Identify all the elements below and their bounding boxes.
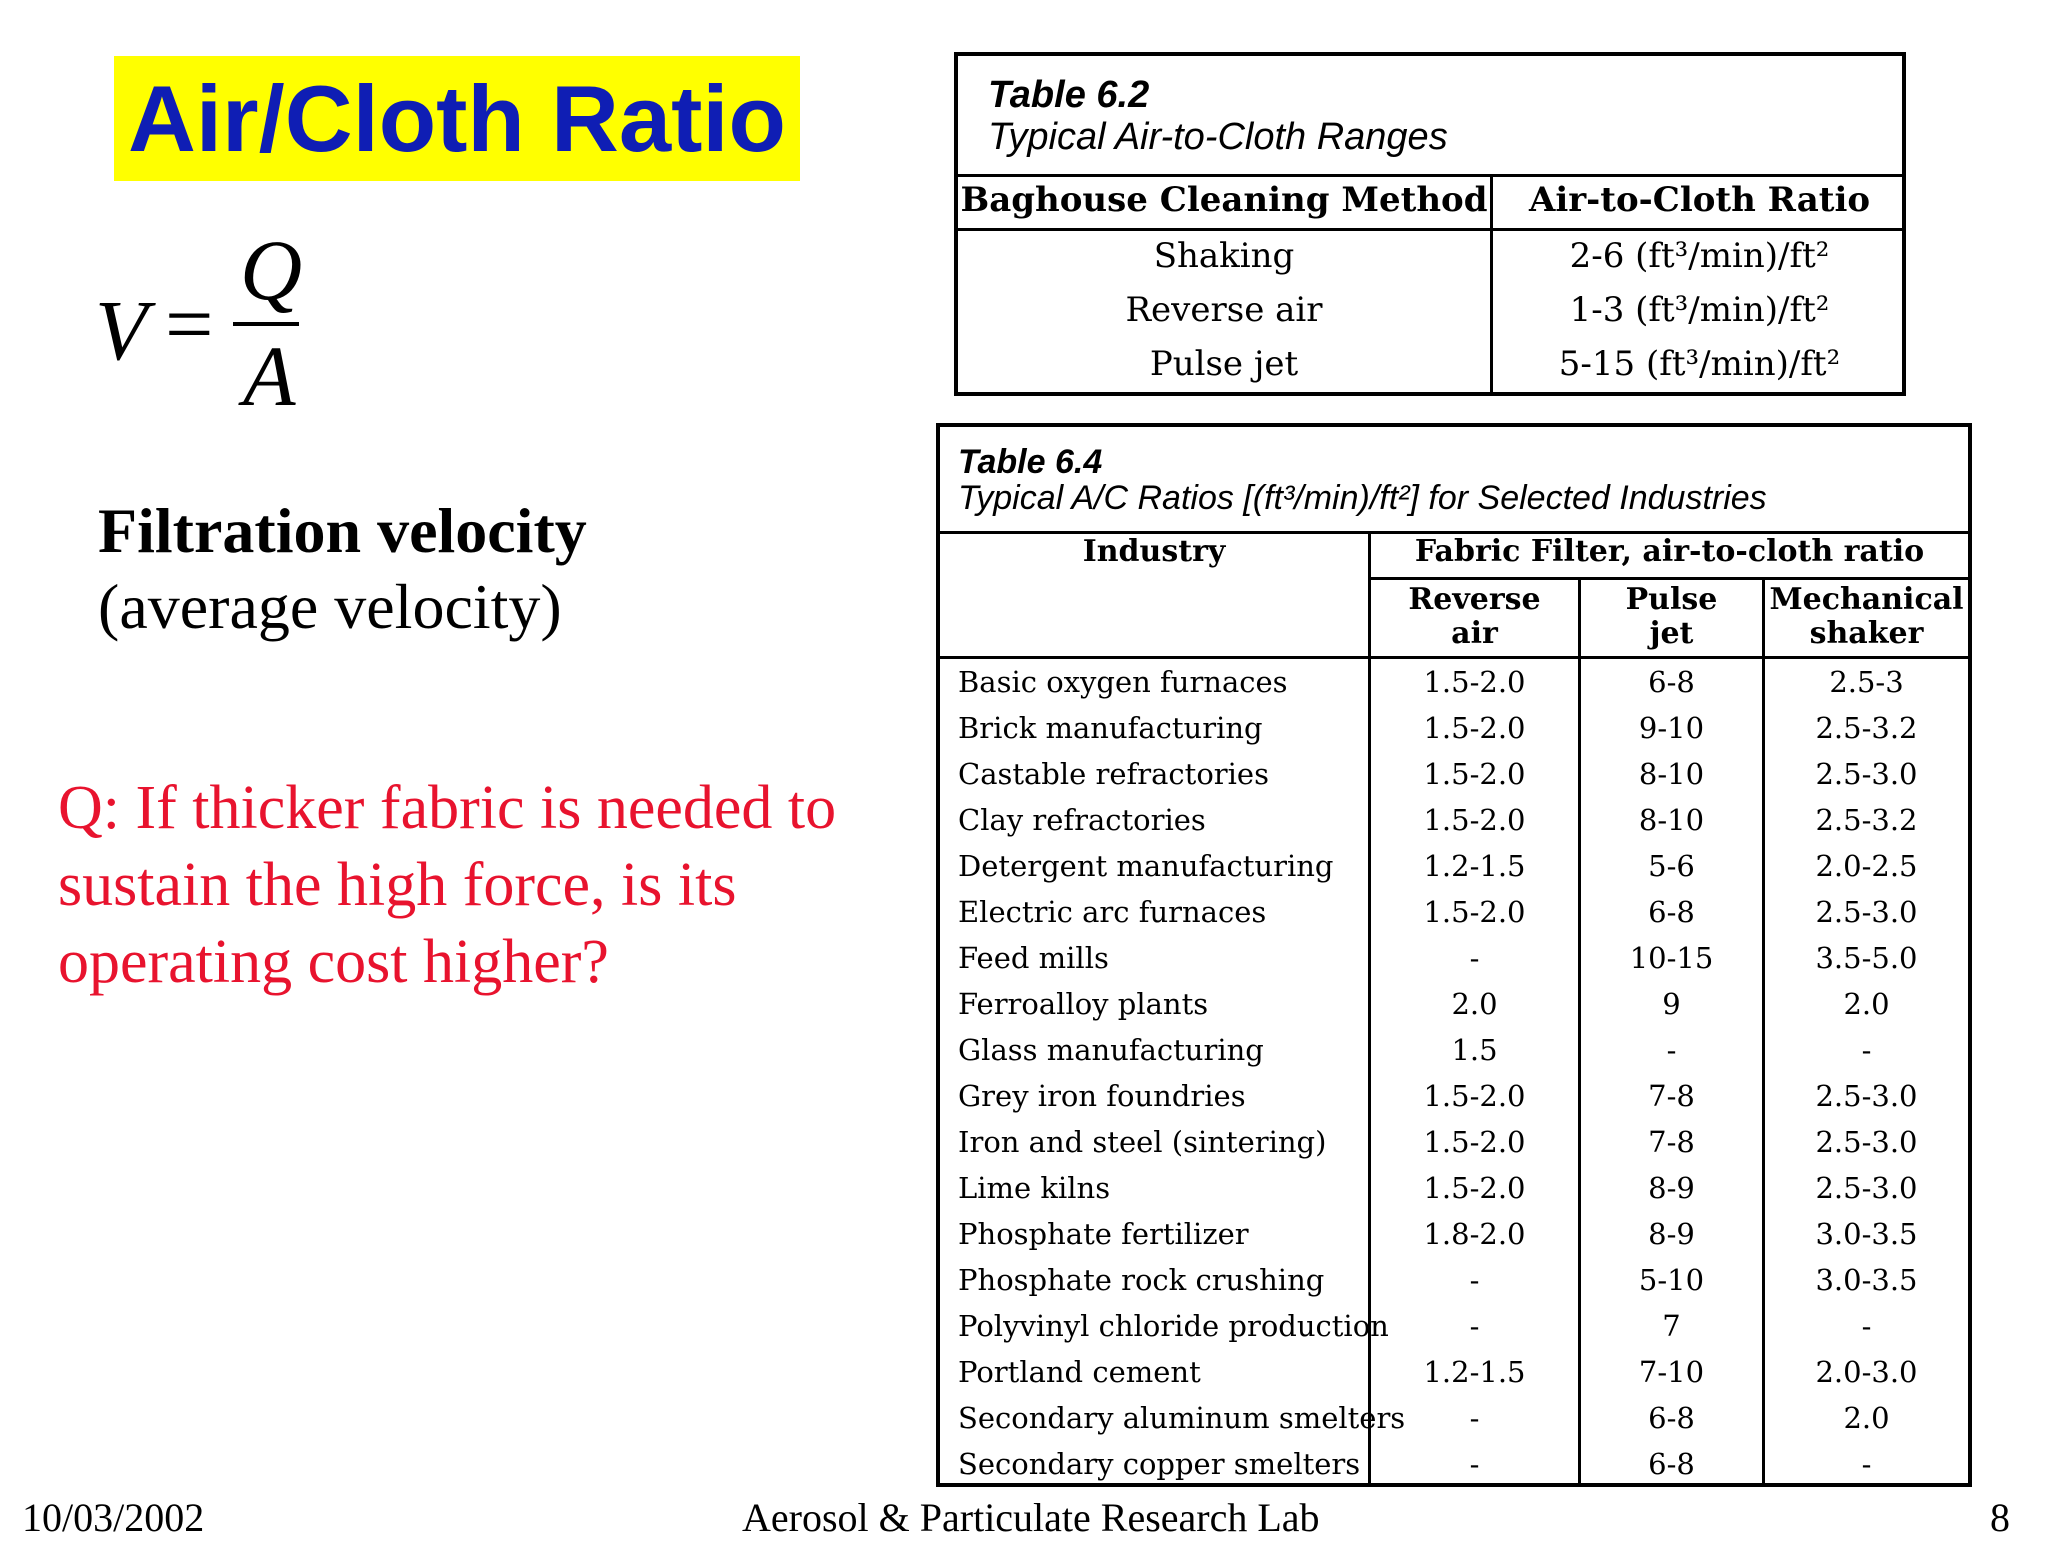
cell-industry: Grey iron foundries [958,1079,1246,1113]
header-line: shaker [1809,616,1924,651]
table-row [940,797,1968,843]
header-line: Reverse [1408,582,1541,617]
column-header-ratio: Air-to-Cloth Ratio [1528,180,1871,220]
cell-reverse-air: 1.2-1.5 [1423,1355,1526,1389]
column-header-pulse-jet [1581,583,1762,651]
cell-pulse-jet: 7-8 [1648,1125,1695,1159]
cell-method: Pulse jet [1149,344,1299,384]
cell-pulse-jet: 8-9 [1648,1171,1695,1205]
cell-reverse-air: 1.5-2.0 [1423,803,1526,837]
filtration-velocity-label: Filtration velocity [98,495,587,566]
table-row [940,1165,1968,1211]
table-row [958,236,1902,290]
cell-reverse-air: - [1469,1263,1480,1297]
cell-mechanical-shaker: 2.0 [1843,1401,1890,1435]
cell-industry: Detergent manufacturing [958,849,1334,883]
cell-reverse-air: - [1469,941,1480,975]
table-row [940,1073,1968,1119]
table-row [940,705,1968,751]
cell-mechanical-shaker: - [1861,1447,1872,1481]
table-row [940,1119,1968,1165]
table-row [940,751,1968,797]
table-row [940,1257,1968,1303]
cell-pulse-jet: 6-8 [1648,1401,1695,1435]
header-line: Mechanical [1769,582,1964,617]
table-row [940,1395,1968,1441]
table-row [940,659,1968,705]
cell-reverse-air: 1.5-2.0 [1423,1079,1526,1113]
footer-page-number: 8 [1990,1495,2010,1540]
cell-pulse-jet: 6-8 [1648,895,1695,929]
cell-pulse-jet: 9-10 [1638,711,1705,745]
cell-industry: Ferroalloy plants [958,987,1209,1021]
formula-denominator: A [243,328,296,424]
filtration-velocity-sub: (average velocity) [98,571,562,642]
column-header-reverse-air [1371,583,1578,651]
cell-ratio: 5-15 (ft³/min)/ft² [1558,344,1841,384]
table-row [940,1211,1968,1257]
table-row [940,1349,1968,1395]
cell-reverse-air: 1.8-2.0 [1423,1217,1526,1251]
cell-ratio: 1-3 (ft³/min)/ft² [1569,290,1830,330]
cell-pulse-jet: 6-8 [1648,1447,1695,1481]
slide-title: Air/Cloth Ratio [128,65,786,171]
question-text: Q: If thicker fabric is needed to sustain the high force, is its operating cost higher? [58,774,837,996]
table-6-2-number: Table 6.2 [988,74,1150,116]
cell-mechanical-shaker: - [1861,1033,1872,1067]
cell-pulse-jet: - [1666,1033,1677,1067]
cell-mechanical-shaker: 2.5-3.0 [1815,1125,1918,1159]
cell-mechanical-shaker: 2.0 [1843,987,1890,1021]
table-rule [958,174,1902,177]
header-line: air [1451,616,1498,651]
table-row [940,843,1968,889]
header-line: jet [1649,616,1694,651]
cell-industry: Clay refractories [958,803,1206,837]
table-6-4-number: Table 6.4 [958,443,1103,481]
cell-mechanical-shaker: 2.5-3.0 [1815,1079,1918,1113]
cell-industry: Secondary aluminum smelters [958,1401,1406,1435]
table-row [958,290,1902,344]
cell-pulse-jet: 5-6 [1648,849,1695,883]
cell-industry: Lime kilns [958,1171,1111,1205]
column-header-method: Baghouse Cleaning Method [960,180,1488,220]
cell-mechanical-shaker: - [1861,1309,1872,1343]
cell-industry: Polyvinyl chloride production [958,1309,1389,1343]
cell-reverse-air: 1.5-2.0 [1423,1125,1526,1159]
cell-industry: Castable refractories [958,757,1269,791]
cell-reverse-air: 1.5-2.0 [1423,757,1526,791]
column-header-industry: Industry [1082,534,1226,569]
cell-industry: Electric arc furnaces [958,895,1267,929]
cell-industry: Basic oxygen furnaces [958,665,1288,699]
cell-mechanical-shaker: 3.5-5.0 [1815,941,1918,975]
cell-pulse-jet: 7-10 [1638,1355,1705,1389]
cell-reverse-air: - [1469,1447,1480,1481]
column-group-header: Fabric Filter, air-to-cloth ratio [1414,534,1925,569]
cell-reverse-air: 1.5-2.0 [1423,895,1526,929]
cell-mechanical-shaker: 3.0-3.5 [1815,1263,1918,1297]
cell-reverse-air: - [1469,1401,1480,1435]
cell-reverse-air: 1.5 [1451,1033,1498,1067]
cell-industry: Glass manufacturing [958,1033,1264,1067]
cell-pulse-jet: 7 [1662,1309,1681,1343]
cell-industry: Phosphate fertilizer [958,1217,1249,1251]
cell-mechanical-shaker: 2.5-3 [1829,665,1904,699]
formula-lhs: V [95,282,148,378]
header-line: Pulse [1625,582,1718,617]
footer-lab-name: Aerosol & Particulate Research Lab [742,1495,1320,1540]
cell-pulse-jet: 8-9 [1648,1217,1695,1251]
cell-pulse-jet: 6-8 [1648,665,1695,699]
cell-industry: Portland cement [958,1355,1201,1389]
cell-industry: Iron and steel (sintering) [958,1125,1327,1159]
table-row [940,935,1968,981]
cell-ratio: 2-6 (ft³/min)/ft² [1569,236,1830,276]
table-row [940,1303,1968,1349]
footer-date: 10/03/2002 [22,1495,205,1540]
column-header-mechanical-shaker [1765,583,1968,651]
cell-method: Reverse air [1125,290,1323,330]
cell-industry: Feed mills [958,941,1109,975]
cell-pulse-jet: 8-10 [1638,757,1705,791]
table-row [940,889,1968,935]
cell-mechanical-shaker: 2.5-3.2 [1815,711,1918,745]
cell-pulse-jet: 8-10 [1638,803,1705,837]
table-row [940,1441,1968,1487]
table-6-4-body [940,659,1968,1487]
cell-industry: Secondary copper smelters [958,1447,1361,1481]
table-row [958,344,1902,398]
cell-mechanical-shaker: 3.0-3.5 [1815,1217,1918,1251]
cell-reverse-air: 1.5-2.0 [1423,711,1526,745]
cell-mechanical-shaker: 2.0-3.0 [1815,1355,1918,1389]
cell-mechanical-shaker: 2.5-3.0 [1815,895,1918,929]
cell-reverse-air: 2.0 [1451,987,1498,1021]
slide-title-box [114,56,800,181]
table-6-4-title: Typical A/C Ratios [(ft³/min)/ft²] for Selected Industries [958,479,1767,517]
table-6-2-title: Typical Air-to-Cloth Ranges [988,116,1448,158]
table-6-2 [954,52,1906,396]
table-rule [958,228,1902,231]
table-rule [1368,577,1968,580]
cell-reverse-air: - [1469,1309,1480,1343]
cell-mechanical-shaker: 2.5-3.0 [1815,1171,1918,1205]
formula-equals: = [165,276,214,372]
cell-pulse-jet: 9 [1662,987,1681,1021]
cell-reverse-air: 1.5-2.0 [1423,1171,1526,1205]
cell-industry: Phosphate rock crushing [958,1263,1325,1297]
table-row [940,1027,1968,1073]
cell-reverse-air: 1.5-2.0 [1423,665,1526,699]
cell-method: Shaking [1153,236,1295,276]
cell-pulse-jet: 5-10 [1638,1263,1705,1297]
formula-numerator: Q [240,222,303,318]
cell-pulse-jet: 10-15 [1629,941,1714,975]
cell-pulse-jet: 7-8 [1648,1079,1695,1113]
cell-mechanical-shaker: 2.5-3.0 [1815,757,1918,791]
velocity-formula [95,222,335,424]
cell-industry: Brick manufacturing [958,711,1263,745]
cell-mechanical-shaker: 2.5-3.2 [1815,803,1918,837]
cell-mechanical-shaker: 2.0-2.5 [1815,849,1918,883]
table-row [940,981,1968,1027]
table-6-4 [936,423,1972,1487]
cell-reverse-air: 1.2-1.5 [1423,849,1526,883]
